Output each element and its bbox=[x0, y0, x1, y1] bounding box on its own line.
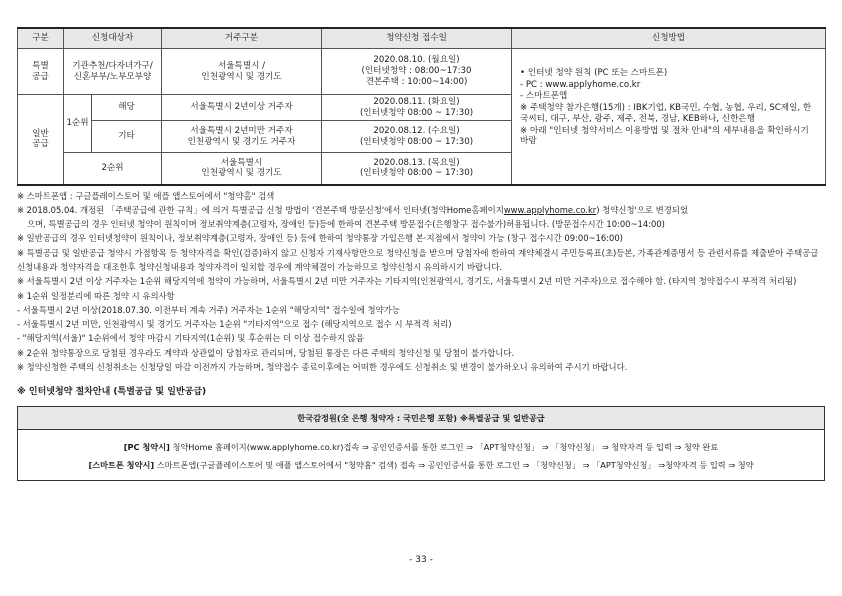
pc-procedure bbox=[28, 438, 814, 456]
special-date: 2020.08.10. (월요일) (인터넷청약 : 08:00~17:30 견본주택 : 10:00~14:00) bbox=[322, 49, 512, 95]
note-text: ) 청약신청'으로 변경되었 bbox=[596, 204, 689, 215]
note-item: 으며, 특별공급의 경우 인터넷 청약이 원칙이며 정보취약계층(고령자, 장애인 등)등에 한하여 견본주택 방문접수(은행창구 접수불가)허용됩니다. (방문접수시간 10:00~14:00) bbox=[27, 219, 665, 230]
method-line: - PC : www.applyhome.co.kr bbox=[520, 79, 641, 90]
application-schedule-table bbox=[17, 27, 826, 186]
pc-steps: 청약Home 홈페이지(www.applyhome.co.kr)접속 ⇒ 공인인증서를 통한 로그인 ⇒ 「APT청약신청」 ⇒ 「청약신청」 ⇒ 청약자격 등 입력 ⇒ 청약 완료 bbox=[169, 442, 719, 453]
method-line: - 스마트폰앱 bbox=[520, 91, 568, 102]
rank2-label: 2순위 bbox=[64, 153, 162, 185]
table-row bbox=[18, 49, 826, 95]
note-item: ※ 1순위 일정분리에 따른 청약 시 유의사항 bbox=[17, 290, 175, 301]
special-supply-label: 특별 공급 bbox=[18, 49, 64, 95]
application-method bbox=[512, 49, 826, 185]
header-method: 신청방법 bbox=[512, 28, 826, 49]
rank1-local-date: 2020.08.11. (화요일) (인터넷청약 08:00 ~ 17:30) bbox=[322, 95, 512, 121]
header-category: 구분 bbox=[18, 28, 64, 49]
mobile-label: [스마트폰 청약시] bbox=[88, 460, 155, 471]
note-subitem: - "해당지역(서울)" 1순위에서 청약 마감시 기타지역(1순위) 및 후순위는 더 이상 접수하지 않음 bbox=[17, 333, 364, 344]
header-residence: 거주구분 bbox=[162, 28, 322, 49]
rank1-local-residence: 서울특별시 2년이상 거주자 bbox=[162, 95, 322, 121]
method-line: ※ 주택청약 참가은행(15개) : IBK기업, KB국민, 수협, 농협, 우리, SC제일, 한국씨티, 대구, 부산, 광주, 제주, 전북, 경남, KEB하나, 신한은행 bbox=[520, 103, 812, 124]
note-item bbox=[17, 203, 825, 217]
page-number: - 33 - bbox=[409, 555, 433, 565]
general-supply-label: 일반 공급 bbox=[18, 95, 64, 185]
rank2-residence: 서울특별시 인천광역시 및 경기도 bbox=[162, 153, 322, 185]
rank1-other-residence: 서울특별시 2년미만 거주자 인천광역시 및 경기도 거주자 bbox=[162, 121, 322, 153]
page-content bbox=[17, 27, 825, 481]
header-target: 신청대상자 bbox=[64, 28, 162, 49]
rank1-sub-local: 해당 bbox=[92, 95, 162, 121]
procedure-body bbox=[18, 430, 824, 480]
procedure-box bbox=[17, 406, 825, 481]
note-item: ※ 스마트폰앱 : 구글플레이스토어 및 애플 앱스토어에서 "청약홈" 검색 bbox=[17, 190, 275, 201]
note-item: ※ 청약신청한 주택의 신청취소는 신청당일 마감 이전까지 가능하며, 청약접수 종료이후에는 어떠한 경우에도 신청취소 및 변경이 불가하오니 유의하여 주시기 바랍니다. bbox=[17, 362, 628, 373]
rank1-other-date: 2020.08.12. (수요일) (인터넷청약 08:00 ~ 17:30) bbox=[322, 121, 512, 153]
special-residence: 서울특별시 / 인천광역시 및 경기도 bbox=[162, 49, 322, 95]
note-item: ※ 서울특별시 2년 이상 거주자는 1순위 해당지역에 청약이 가능하며, 서울특별시 2년 미만 거주자는 기타지역(인천광역시, 경기도, 서울특별시 2년 미만 거주자)으로 접수해야 함. (타지역 청약접수시 부적격 처리됨) bbox=[17, 276, 797, 287]
rank1-label: 1순위 bbox=[64, 95, 92, 153]
pc-label: [PC 청약시] bbox=[123, 442, 170, 453]
mobile-procedure bbox=[28, 456, 814, 474]
special-target: 기관추천/다자녀가구/ 신혼부부/노부모부양 bbox=[64, 49, 162, 95]
table-header-row bbox=[18, 28, 826, 49]
rank1-sub-other: 기타 bbox=[92, 121, 162, 153]
note-item: ※ 2순위 청약통장으로 당첨된 경우라도 계약과 상관없이 당첨자로 관리되며, 당첨된 통장은 다른 주택의 청약신청 및 당첨이 불가합니다. bbox=[17, 347, 515, 358]
note-item: ※ 일반공급의 경우 인터넷청약이 원칙이나, 정보취약계층(고령자, 장애인 등) 등에 한하여 청약통장 가입은행 본·지점에서 청약이 가능 (창구 접수시간 09:00~16:00) bbox=[17, 233, 623, 244]
procedure-header: 한국감정원(全 은행 청약자 : 국민은행 포함) ※특별공급 및 일반공급 bbox=[18, 407, 824, 430]
notes-list bbox=[17, 189, 825, 375]
mobile-steps: 스마트폰앱(구글플레이스토어 및 애플 앱스토어에서 "청약홈" 검색) 접속 ⇒ 공인인증서를 통한 로그인 ⇒ 「청약신청」 ⇒ 「APT청약신청」 ⇒청약자격 등 입력 ⇒ 청약 bbox=[154, 460, 754, 471]
applyhome-link[interactable]: www.applyhome.co.kr bbox=[503, 204, 597, 215]
section-title: ※ 인터넷청약 절차안내 (특별공급 및 일반공급) bbox=[17, 387, 207, 398]
note-text: ※ 2018.05.04. 개정된 「주택공급에 관한 규칙」에 의거 특별공급 신청 방법이 '견본주택 방문신청'에서 인터넷(청약Home홈페이지 bbox=[17, 204, 504, 215]
header-date: 청약신청 접수일 bbox=[322, 28, 512, 49]
rank2-date: 2020.08.13. (목요일) (인터넷청약 08:00 ~ 17:30) bbox=[322, 153, 512, 185]
note-item: ※ 특별공급 및 일반공급 청약시 가점항목 등 청약자격을 확인(검증)하지 않고 신청자 기재사항만으로 청약신청을 받으며 당첨자에 한하여 계약체결시 주민등록표(초)등본, 가족관계증명서 등 관련서류를 제출받아 주택공급 신청내용과 청약자격을 대조한후 청약신청내용과 청약자격이 일치할 경우에 계약체결이 가능하므로 청약신청시 유의하시기 바랍니다. bbox=[17, 247, 819, 272]
note-subitem: - 서울특별시 2년 미만, 인천광역시 및 경기도 거주자는 1순위 "기타지역"으로 접수 (해당지역으로 접수 시 부적격 처리) bbox=[17, 319, 452, 330]
note-subitem: - 서울특별시 2년 이상(2018.07.30. 이전부터 계속 거주) 거주자는 1순위 "해당지역" 접수일에 청약가능 bbox=[17, 304, 400, 315]
method-line: ※ 아래 "인터넷 청약서비스 이용방법 및 절차 안내"의 세부내용을 확인하시기 바람 bbox=[520, 125, 809, 147]
method-line: • 인터넷 청약 원칙 (PC 또는 스마트폰) bbox=[520, 68, 668, 78]
